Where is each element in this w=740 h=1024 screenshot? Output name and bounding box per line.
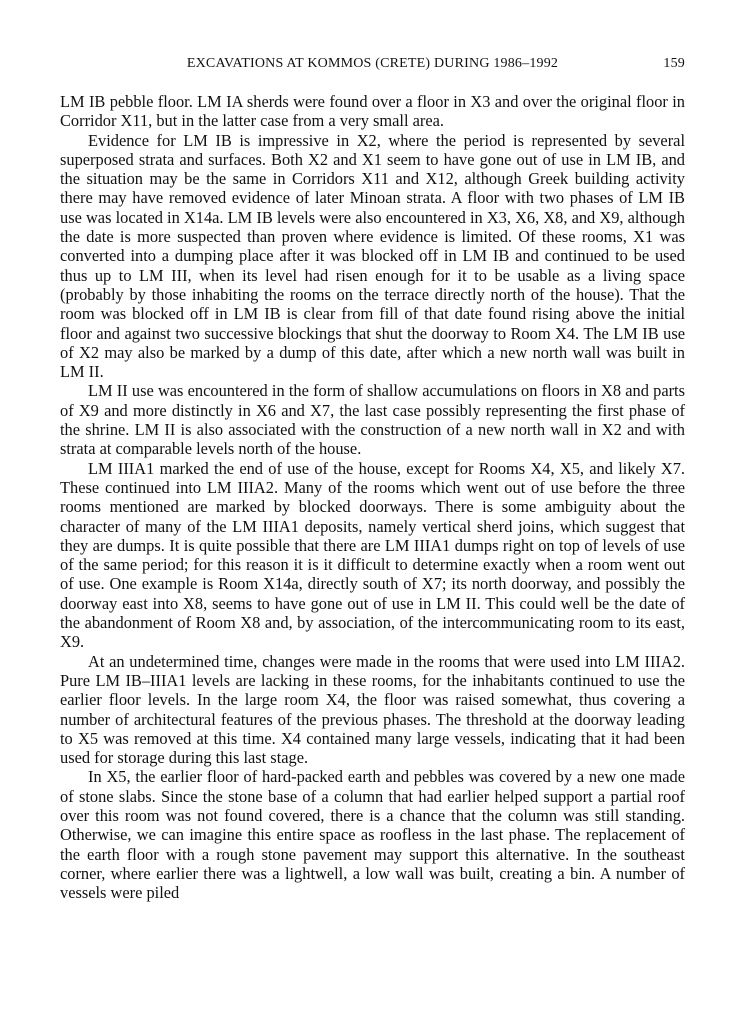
page-number: 159 [663,56,685,71]
paragraph-lm-ib: Evidence for LM IB is impressive in X2, where the period is represented by several superposed strata and surfaces. Both X2 and X1 seem to have gone out of use in LM IB, and the situation may be the same in Corridors X11 and X12, although Greek building activity there may have removed evidence of later Minoan strata. A floor with two phases of LM IB use was located in X14a. LM IB levels were also encountered in X3, X6, X8, and X9, although the date is more suspected than proven where evidence is limited. Of these rooms, X1 was converted into a dumping place after it was blocked off in LM IB and continued to be used thus up to LM III, when its level had risen enough for it to be usable as a living space (probably by those inhabiting the rooms on the terrace directly north of the house). That the room was blocked off in LM IB is clear from fill of that date found rising above the initial floor and against two successive blockings that shut the doorway to Room X4. The LM IB use of X2 may also be marked by a dump of this date, after which a new north wall was built in LM II. [60,130,685,382]
running-title: EXCAVATIONS AT KOMMOS (CRETE) DURING 1986–1992 [186,56,559,71]
paragraph-continuation: LM IB pebble floor. LM IA sherds were found over a floor in X3 and over the original floor in Corridor X11, but in the latter case from a very small area. [60,92,685,131]
paragraph-later-changes: At an undetermined time, changes were made in the rooms that were used into LM IIIA2. Pure LM IB–IIIA1 levels are lacking in these rooms, for the inhabitants continued to use the earlier floor levels. In the large room X4, the floor was raised somewhat, thus covering a number of architectural features of the previous phases. The threshold at the doorway leading to X5 was removed at this time. X4 contained many large vessels, indicating that it had been used for storage during this last stage. [60,651,685,768]
paragraph-lm-ii: LM II use was encountered in the form of shallow accumulations on floors in X8 and parts of X9 and more distinctly in X6 and X7, the last case possibly representing the first phase of the shrine. LM II is also associated with the construction of a new north wall in X2 and with strata at comparable levels north of the house. [60,381,685,459]
running-header [60,56,685,78]
paragraph-room-x5: In X5, the earlier floor of hard-packed earth and pebbles was covered by a new one made of stone slabs. Since the stone base of a column that had earlier helped support a partial roof over this room was not found covered, there is a chance that the column was still standing. Otherwise, we can imagine this entire space as roofless in the last phase. The replacement of the earth floor with a rough stone pavement may support this alternative. In the southeast corner, where earlier there was a lightwell, a low wall was built, creating a bin. A number of vessels were piled [60,767,685,903]
body-text [60,92,685,902]
paragraph-lm-iiia1: LM IIIA1 marked the end of use of the house, except for Rooms X4, X5, and likely X7. These continued into LM IIIA2. Many of the rooms which went out of use before the three rooms mentioned are marked by blocked doorways. There is some ambiguity about the character of many of the LM IIIA1 deposits, namely vertical sherd joins, which suggest that they are dumps. It is quite possible that there are LM IIIA1 dumps right on top of levels of use of the same period; for this reason it is it difficult to determine exactly when a room went out of use. One example is Room X14a, directly south of X7; its north doorway, and possibly the doorway east into X8, seems to have gone out of use in LM II. This could well be the date of the abandonment of Room X8 and, by association, of the intercommunicating room to its east, X9. [60,458,685,652]
